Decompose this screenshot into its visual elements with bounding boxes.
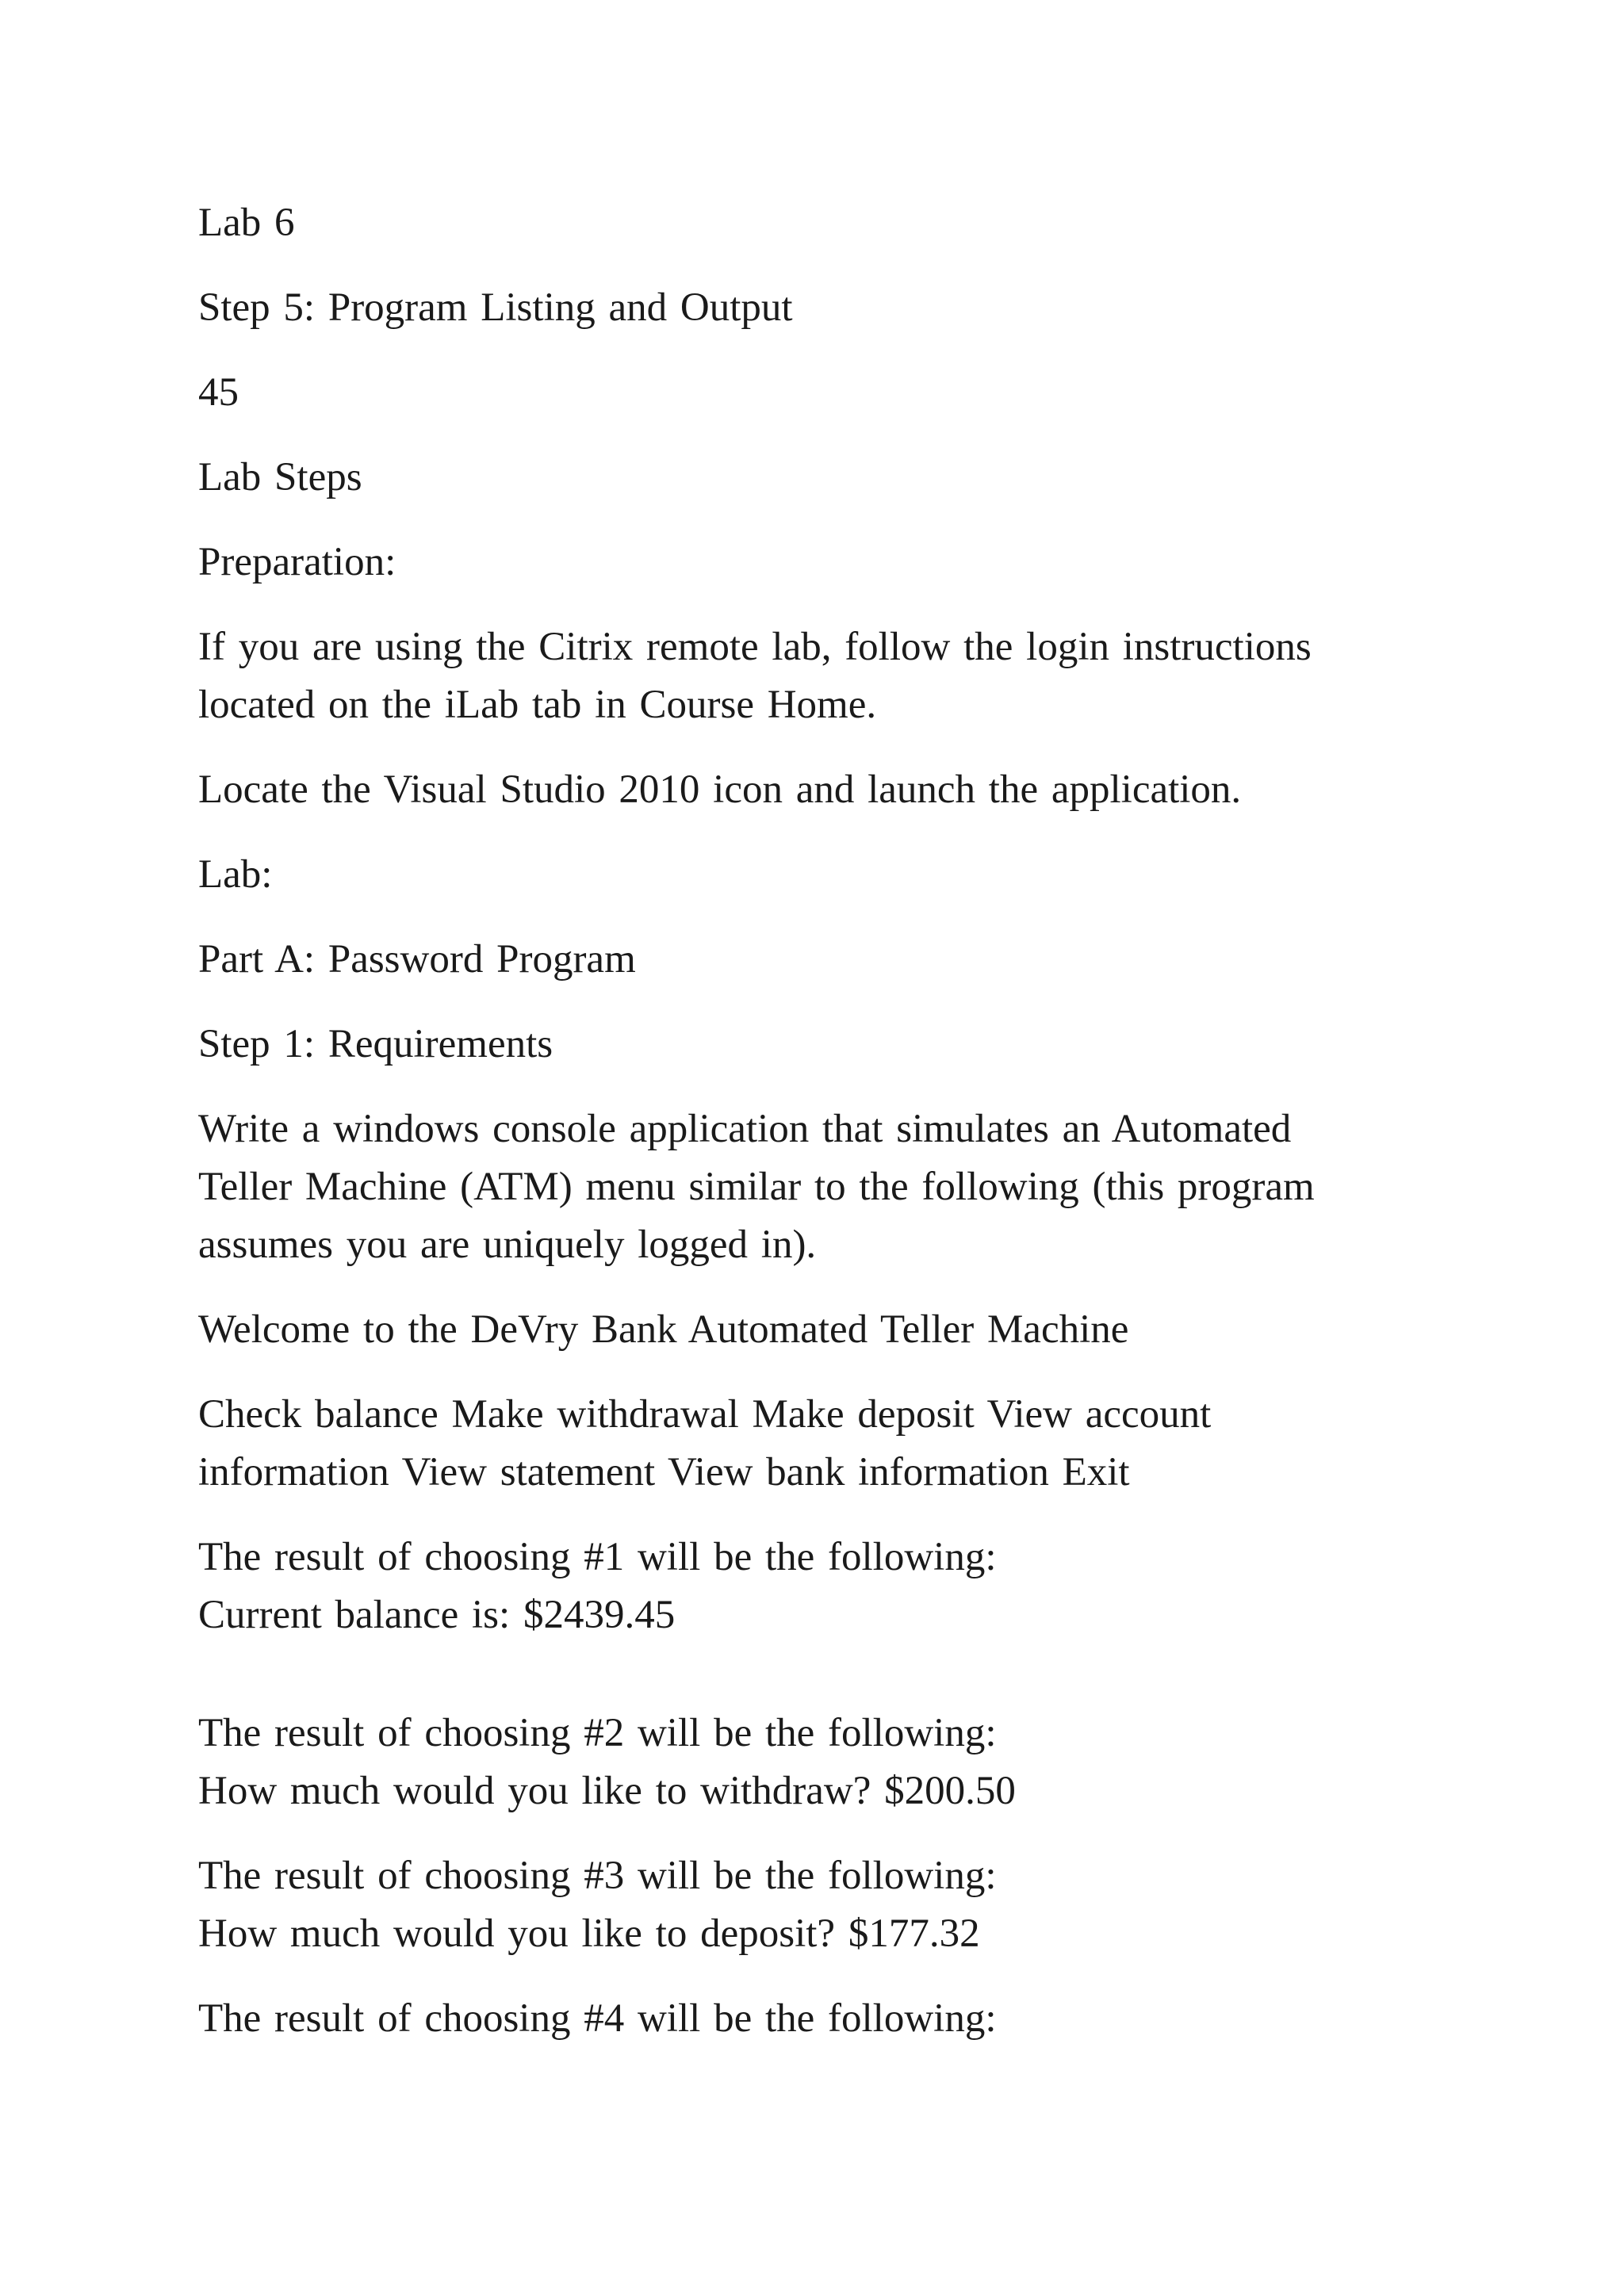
text-line: How much would you like to withdraw? $200.50 [198,1769,1016,1813]
text-line: The result of choosing #3 will be the following: [198,1854,997,1898]
text-line: The result of choosing #1 will be the following: [198,1535,997,1579]
text-line: information View statement View bank information Exit [198,1450,1130,1494]
text-line: Part A: Password Program [198,937,636,982]
text-line: Preparation: [198,540,396,584]
document-body [198,194,1435,2048]
preparation-heading [198,534,1435,591]
launch-instructions [198,761,1435,819]
lab-title [198,194,1435,252]
text-line: Locate the Visual Studio 2010 icon and launch the application. [198,767,1242,812]
step-heading [198,279,1435,337]
lab-heading [198,846,1435,904]
result-option-1 [198,1529,1435,1644]
text-line: assumes you are uniquely logged in). [198,1223,817,1267]
text-line: Check balance Make withdrawal Make deposit View account [198,1392,1212,1437]
text-line: located on the iLab tab in Course Home. [198,683,877,727]
text-line: Teller Machine (ATM) menu similar to the following (this program [198,1165,1315,1209]
section-heading [198,449,1435,507]
text-line: Step 5: Program Listing and Output [198,285,793,330]
requirements-heading [198,1016,1435,1073]
result-option-2 [198,1705,1435,1820]
requirements-text [198,1100,1435,1274]
part-heading [198,931,1435,989]
text-line: If you are using the Citrix remote lab, follow the login instructions [198,625,1312,669]
text-line: Lab 6 [198,201,295,245]
text-line: The result of choosing #4 will be the following: [198,1996,997,2041]
text-line: Lab: [198,852,273,897]
text-line: Lab Steps [198,455,362,499]
text-line: Write a windows console application that simulates an Automated [198,1107,1292,1151]
result-option-3 [198,1847,1435,1963]
text-line: How much would you like to deposit? $177.32 [198,1911,980,1956]
citrix-instructions [198,618,1435,734]
atm-menu-options [198,1386,1435,1502]
points-value [198,364,1435,422]
text-line: Current balance is: $2439.45 [198,1593,676,1637]
text-line: Step 1: Requirements [198,1022,553,1066]
text-line: 45 [198,370,239,415]
text-line: Welcome to the DeVry Bank Automated Teller Machine [198,1307,1129,1352]
atm-welcome-text [198,1301,1435,1359]
result-option-4 [198,1990,1435,2048]
text-line: The result of choosing #2 will be the following: [198,1711,997,1755]
